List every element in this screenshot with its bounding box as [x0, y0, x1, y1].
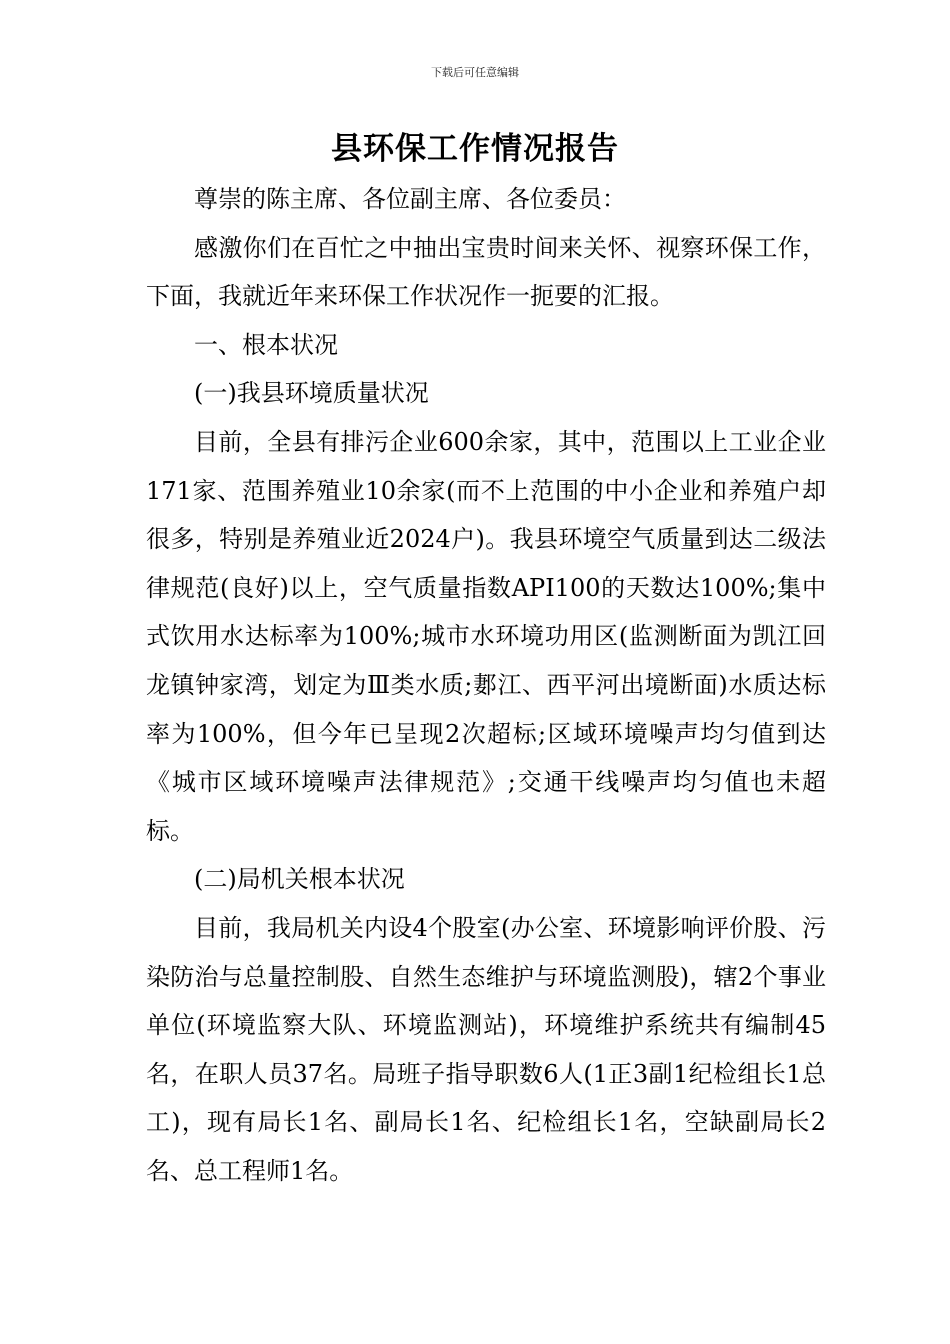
- intro-paragraph: 感激你们在百忙之中抽出宝贵时间来关怀、视察环保工作，下面，我就近年来环保工作状况作一扼要的汇报。: [146, 233, 826, 311]
- document-body: [146, 175, 826, 1195]
- subsection-heading-bureau-situation: (二)局机关根本状况: [194, 865, 405, 894]
- salutation-paragraph: 尊崇的陈主席、各位副主席、各位委员：: [194, 185, 626, 213]
- environment-quality-paragraph: 目前，全县有排污企业600余家，其中，范围以上工业企业171家、范围养殖业10余家(而不上范围的中小企业和养殖户却很多，特别是养殖业近2024户)。我县环境空气质量到达二级法律规范(良好)以上，空气质量指数API100的天数达100%;集中式饮用水达标率为100%;城市水环境功用区(监测断面为凯江回龙镇钟家湾，划定为Ⅲ类水质;郪江、西平河出境断面)水质达标率为100%，但今年已呈现2次超标;区域环境噪声均匀值到达《城市区域环境噪声法律规范》;交通干线噪声均匀值也未超标。: [146, 427, 826, 845]
- subsection-heading-environment-quality: (一)我县环境质量状况: [194, 379, 429, 408]
- document-title: 县环保工作情况报告: [331, 131, 619, 167]
- bureau-situation-paragraph: 目前，我局机关内设4个股室(办公室、环境影响评价股、污染防治与总量控制股、自然生态维护与环境监测股)，辖2个事业单位(环境监察大队、环境监测站)，环境维护系统共有编制45名，在职人员37名。局班子指导职数6人(1正3副1纪检组长1总工)，现有局长1名、副局长1名、纪检组长1名，空缺副局长2名、总工程师1名。: [146, 913, 826, 1185]
- section-heading-basic-situation: 一、根本状况: [194, 330, 338, 359]
- header-note: 下载后可任意编辑: [431, 66, 519, 79]
